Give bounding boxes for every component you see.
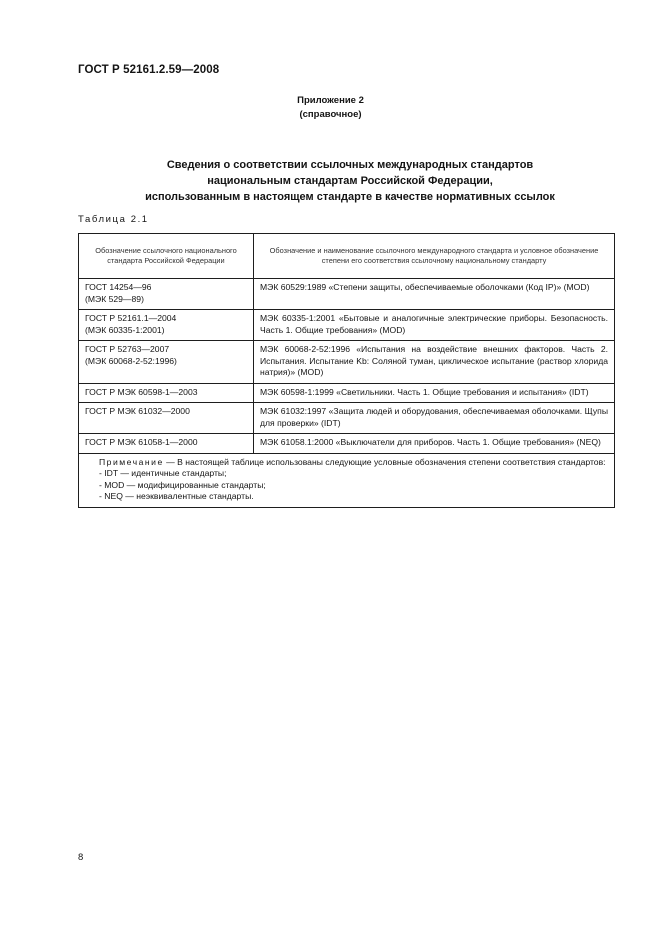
national-standard-cell <box>79 279 254 310</box>
document-header: ГОСТ Р 52161.2.59—2008 <box>78 64 220 76</box>
table-header-row <box>79 234 615 279</box>
section-title <box>120 157 580 205</box>
appendix-subtitle: (справочное) <box>299 109 362 120</box>
national-standard-line: ГОСТ 14254—96 <box>85 282 152 292</box>
national-standard-line: ГОСТ Р МЭК 61032—2000 <box>85 406 190 416</box>
national-standard-cell <box>79 310 254 341</box>
table-row <box>79 341 615 384</box>
table-row <box>79 383 615 403</box>
note-list-item: - MOD — модифицированные стандарты; <box>99 479 266 490</box>
table-row <box>79 310 615 341</box>
page-number: 8 <box>78 852 84 863</box>
international-standard-cell: МЭК 60068-2-52:1996 «Испытания на воздействие внешних факторов. Часть 2. Испытания. Испытание Kb: Соляной туман, циклическое испытание (раствор хлорида натрия)» (MOD) <box>254 341 615 384</box>
section-title-line: использованным в настоящем стандарте в качестве нормативных ссылок <box>145 191 555 203</box>
table-note-row <box>79 453 615 507</box>
column-header-international: Обозначение и наименование ссылочного международного стандарта и условное обозначение степени его соответствия ссылочному национальному стандарту <box>254 234 615 279</box>
national-standard-cell <box>79 383 254 403</box>
table-row <box>79 403 615 434</box>
national-standard-line: (МЭК 529—89) <box>85 293 144 304</box>
appendix-title: Приложение 2 <box>297 95 364 106</box>
national-standard-cell <box>79 341 254 384</box>
international-standard-cell: МЭК 60529:1989 «Степени защиты, обеспечиваемые оболочками (Код IP)» (MOD) <box>254 279 615 310</box>
section-title-line: национальным стандартам Российской Федерации, <box>207 175 493 187</box>
standards-table <box>78 233 615 508</box>
international-standard-cell: МЭК 60335-1:2001 «Бытовые и аналогичные электрические приборы. Безопасность. Часть 1. Общие требования» (MOD) <box>254 310 615 341</box>
national-standard-line: ГОСТ Р МЭК 60598-1—2003 <box>85 386 198 397</box>
table-label: Таблица 2.1 <box>78 214 149 225</box>
note-text <box>85 457 608 469</box>
international-standard-cell: МЭК 60598-1:1999 «Светильники. Часть 1. Общие требования и испытания» (IDT) <box>254 383 615 403</box>
national-standard-line: ГОСТ Р 52161.1—2004 <box>85 313 177 323</box>
column-header-national: Обозначение ссылочного национального стандарта Российской Федерации <box>79 234 254 279</box>
national-standard-cell <box>79 434 254 454</box>
section-title-line: Сведения о соответствии ссылочных международных стандартов <box>166 159 534 171</box>
note-body: — В настоящей таблице использованы следующие условные обозначения степени соответствия стандартов: <box>166 456 606 467</box>
table-row <box>79 279 615 310</box>
note-list-item: - IDT — идентичные стандарты; <box>99 468 227 478</box>
international-standard-cell: МЭК 61058.1:2000 «Выключатели для приборов. Часть 1. Общие требования» (NEQ) <box>254 434 615 454</box>
appendix-heading <box>0 94 661 122</box>
international-standard-cell: МЭК 61032:1997 «Защита людей и оборудования, обеспечиваемая оболочками. Щупы для проверки» (IDT) <box>254 403 615 434</box>
note-list-item: - NEQ — неэквивалентные стандарты. <box>99 491 254 501</box>
table-row <box>79 434 615 454</box>
national-standard-cell <box>79 403 254 434</box>
note-label: Примечание <box>99 456 164 467</box>
national-standard-line: ГОСТ Р МЭК 61058-1—2000 <box>85 437 198 447</box>
national-standard-line: (МЭК 60335-1:2001) <box>85 324 165 335</box>
table-note <box>79 453 615 507</box>
national-standard-line: (МЭК 60068-2-52:1996) <box>85 355 177 366</box>
national-standard-line: ГОСТ Р 52763—2007 <box>85 344 170 354</box>
